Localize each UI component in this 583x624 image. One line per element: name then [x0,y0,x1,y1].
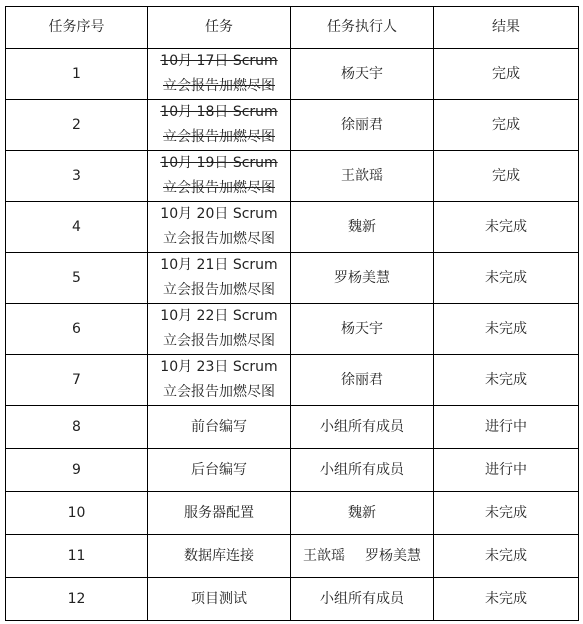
table-row [6,151,579,202]
task-cell [148,49,291,100]
task-id-cell: 3 [6,151,148,202]
task-id-cell: 2 [6,100,148,151]
task-cell: 服务器配置 [148,492,291,535]
task-id-cell: 7 [6,355,148,406]
task-table [5,6,579,621]
assignee-cell: 魏新 [291,202,434,253]
task-cell [148,202,291,253]
task-line: 立会报告加燃尽图 [163,333,275,349]
header-task: 任务 [148,7,291,49]
assignee-cell: 魏新 [291,492,434,535]
task-cell [148,304,291,355]
task-cell: 前台编写 [148,406,291,449]
task-cell [148,100,291,151]
assignee-cell: 小组所有成员 [291,578,434,621]
header-assignee: 任务执行人 [291,7,434,49]
task-line: 10月 23日 Scrum [160,359,278,375]
result-cell: 未完成 [434,253,579,304]
task-line: 立会报告加燃尽图 [163,282,275,298]
result-cell: 未完成 [434,304,579,355]
table-row [6,449,579,492]
task-line: 立会报告加燃尽图 [163,384,275,400]
task-cell [148,253,291,304]
table-row [6,355,579,406]
result-cell: 完成 [434,151,579,202]
assignee-cell [291,535,434,578]
task-line: 立会报告加燃尽图 [163,78,275,94]
assignee-cell: 罗杨美慧 [291,253,434,304]
task-line: 10月 21日 Scrum [160,257,278,273]
assignee-cell: 杨天宇 [291,304,434,355]
task-id-cell: 9 [6,449,148,492]
table-row [6,253,579,304]
table-row [6,202,579,253]
task-line: 立会报告加燃尽图 [163,231,275,247]
result-cell: 未完成 [434,578,579,621]
result-cell: 进行中 [434,406,579,449]
assignee-cell: 王歆瑶 [291,151,434,202]
task-id-cell: 6 [6,304,148,355]
task-id-cell: 5 [6,253,148,304]
table-row [6,492,579,535]
result-cell: 完成 [434,49,579,100]
result-cell: 完成 [434,100,579,151]
table-row [6,406,579,449]
assignee-cell: 徐丽君 [291,100,434,151]
table-row [6,535,579,578]
task-id-cell: 8 [6,406,148,449]
task-id-cell: 12 [6,578,148,621]
task-id-cell: 1 [6,49,148,100]
result-cell: 未完成 [434,355,579,406]
task-id-cell: 10 [6,492,148,535]
task-id-cell: 11 [6,535,148,578]
task-line: 10月 22日 Scrum [160,308,278,324]
assignee-cell: 徐丽君 [291,355,434,406]
task-line: 10月 20日 Scrum [160,206,278,222]
table-row [6,100,579,151]
task-line: 10月 19日 Scrum [160,155,278,171]
task-cell: 数据库连接 [148,535,291,578]
header-task-id: 任务序号 [6,7,148,49]
result-cell: 未完成 [434,202,579,253]
table-row [6,578,579,621]
task-cell [148,355,291,406]
task-cell: 后台编写 [148,449,291,492]
task-line: 立会报告加燃尽图 [163,129,275,145]
assignee-name: 罗杨美慧 [365,547,421,564]
task-line: 立会报告加燃尽图 [163,180,275,196]
table-header-row [6,7,579,49]
task-cell: 项目测试 [148,578,291,621]
assignee-name: 王歆瑶 [303,547,345,564]
table-row [6,304,579,355]
task-id-cell: 4 [6,202,148,253]
task-line: 10月 18日 Scrum [160,104,278,120]
task-line: 10月 17日 Scrum [160,53,278,69]
assignee-cell: 杨天宇 [291,49,434,100]
result-cell: 未完成 [434,535,579,578]
assignee-cell: 小组所有成员 [291,449,434,492]
assignee-cell: 小组所有成员 [291,406,434,449]
task-cell [148,151,291,202]
header-result: 结果 [434,7,579,49]
table-row [6,49,579,100]
result-cell: 未完成 [434,492,579,535]
result-cell: 进行中 [434,449,579,492]
